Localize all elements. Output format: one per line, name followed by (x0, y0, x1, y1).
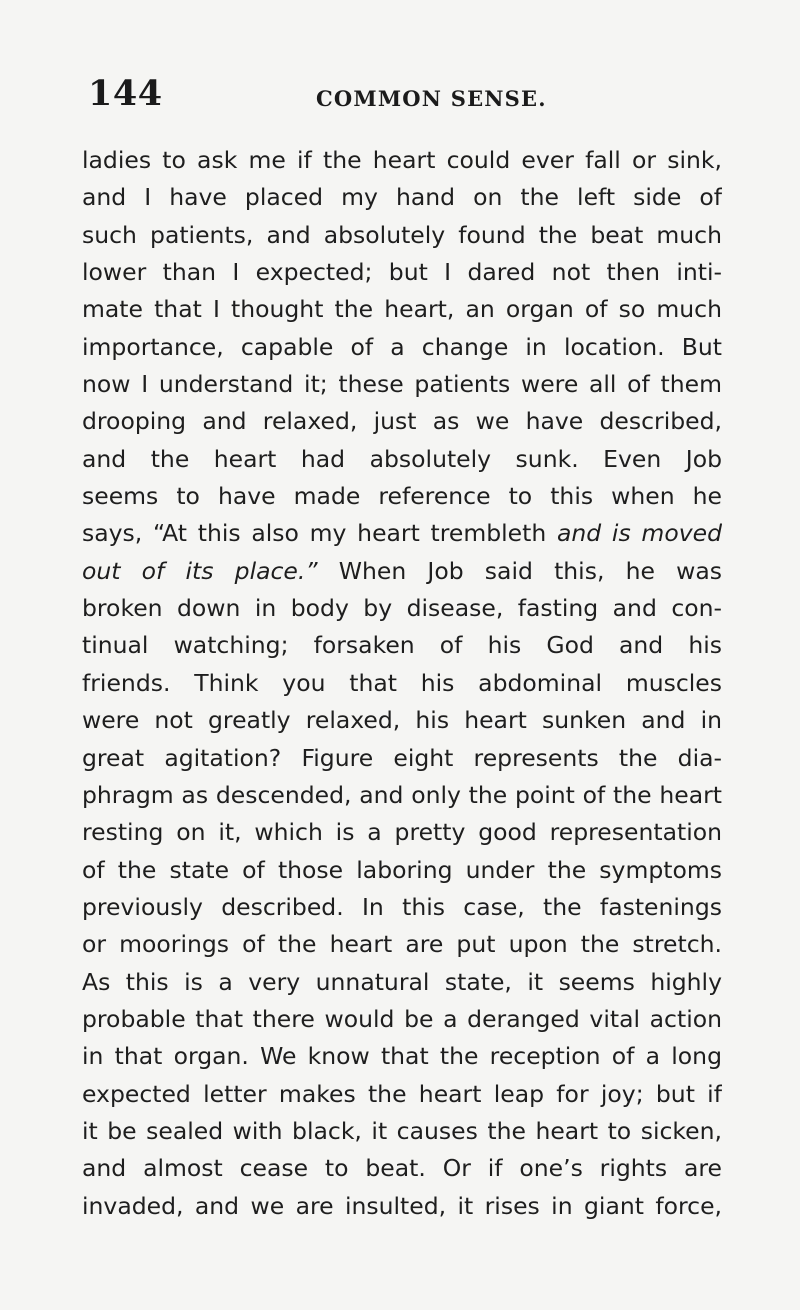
text-line: now I understand it; these patients were all of them (82, 370, 722, 399)
text-line: or moorings of the heart are put upon the stretch. (82, 930, 722, 959)
text-line: and I have placed my hand on the left side of (82, 183, 722, 212)
text-line: resting on it, which is a pretty good representation (82, 818, 722, 847)
running-title: COMMON SENSE. (316, 86, 547, 111)
text-line: were not greatly relaxed, his heart sunken and in (82, 706, 722, 735)
text-line: broken down in body by disease, fasting and con- (82, 594, 722, 623)
italic-run: out of its place.” (82, 556, 318, 585)
text-line: seems to have made reference to this when he (82, 482, 722, 511)
text-line: such patients, and absolutely found the beat much (82, 220, 722, 249)
text-line: phragm as descended, and only the point of the heart (82, 780, 722, 809)
text-line-with-italic (82, 515, 722, 552)
text-line: drooping and relaxed, just as we have described, (82, 407, 722, 436)
text-line: previously described. In this case, the fastenings (82, 892, 722, 921)
text-line: expected letter makes the heart leap for joy; but if (82, 1079, 722, 1108)
text-line: lower than I expected; but I dared not then inti- (82, 258, 722, 287)
text-line: tinual watching; forsaken of his God and his (82, 631, 722, 660)
text-line: great agitation? Figure eight represents the dia- (82, 743, 722, 772)
text-line-with-italic (82, 553, 722, 590)
italic-run: and is moved (556, 519, 722, 548)
text-line: and the heart had absolutely sunk. Even Job (82, 444, 722, 473)
body-text (82, 142, 722, 1225)
text-line: it be sealed with black, it causes the heart to sicken, (82, 1116, 722, 1145)
text-line: ladies to ask me if the heart could ever fall or sink, (82, 146, 722, 174)
text-line: invaded, and we are insulted, it rises in giant force, (82, 1191, 722, 1220)
text-line: and almost cease to beat. Or if one’s rights are (82, 1154, 722, 1183)
text-line: As this is a very unnatural state, it seems highly (82, 967, 722, 996)
page-number: 144 (88, 73, 163, 114)
text-line: importance, capable of a change in location. But (82, 332, 722, 361)
text-line: mate that I thought the heart, an organ of so much (82, 295, 722, 324)
text-run: says, “At this also my heart trembleth (82, 519, 547, 548)
text-line: friends. Think you that his abdominal muscles (82, 668, 722, 697)
running-head (88, 74, 728, 124)
text-line: in that organ. We know that the reception of a long (82, 1042, 722, 1071)
text-line: probable that there would be a deranged vital action (82, 1004, 722, 1033)
text-run: When Job said this, he was (338, 556, 722, 585)
text-line: of the state of those laboring under the symptoms (82, 855, 722, 884)
